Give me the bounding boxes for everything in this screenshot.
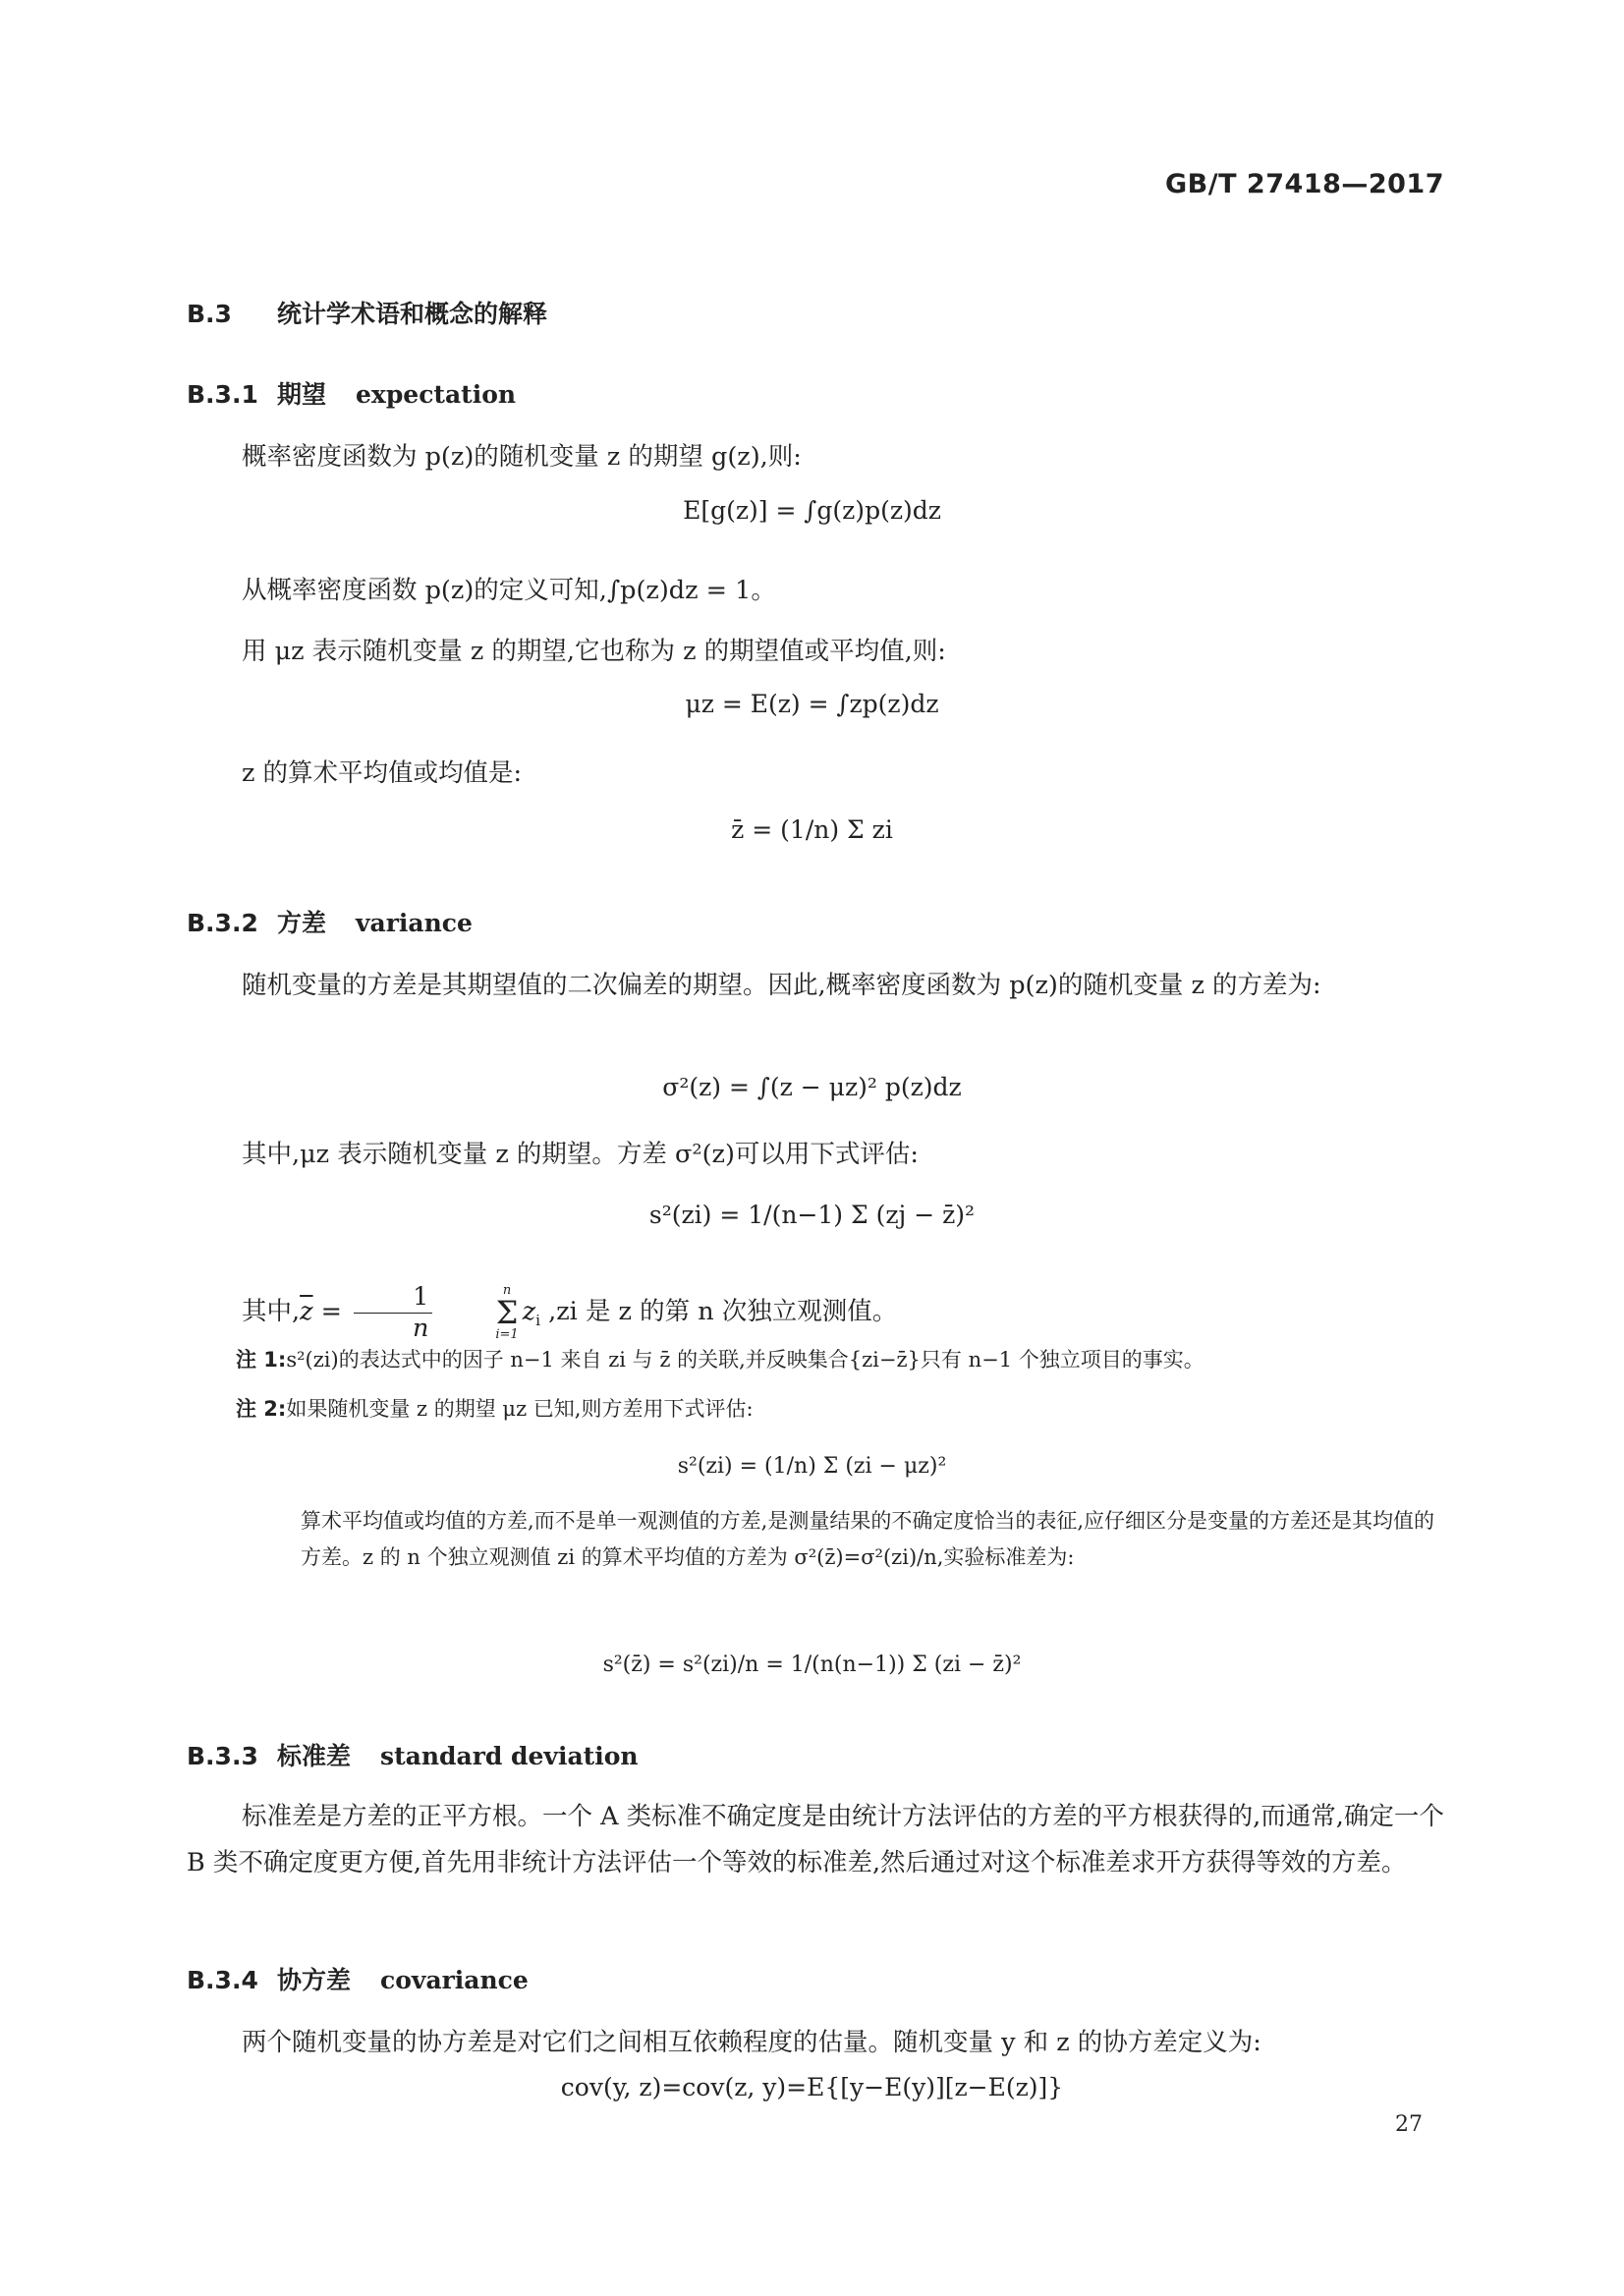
section-title-zh: 期望 bbox=[277, 380, 327, 409]
paragraph: 随机变量的方差是其期望值的二次偏差的期望。因此,概率密度函数为 p(z)的随机变量 z 的方差为: bbox=[242, 971, 1321, 1000]
fraction-denominator: n bbox=[413, 1313, 429, 1343]
section-title-zh: 方差 bbox=[277, 909, 327, 937]
section-number: B.3 bbox=[187, 300, 232, 328]
sigma-glyph: Σ bbox=[495, 1294, 519, 1332]
equation: s²(zi) = (1/n) Σ (zi − μz)² bbox=[677, 1454, 947, 1479]
section-number: B.3.2 bbox=[187, 909, 258, 937]
section-number: B.3.4 bbox=[187, 1966, 258, 1994]
paragraph: z 的算术平均值或均值是: bbox=[242, 758, 523, 788]
note-2-continuation: 算术平均值或均值的方差,而不是单一观测值的方差,是测量结果的不确定度恰当的表征,应仔细区分是变量的方差还是其均值的方差。z 的 n 个独立观测值 zi 的算术平均值的方差为 σ²(z̄)=σ²(zi)/n,实验标准差为: bbox=[301, 1509, 1435, 1569]
summation-symbol bbox=[440, 1284, 518, 1341]
section-heading-b3 bbox=[187, 295, 547, 330]
summation-lower: i=1 bbox=[495, 1327, 519, 1343]
equation: E[g(z)] = ∫g(z)p(z)dz bbox=[683, 496, 941, 525]
section-number: B.3.3 bbox=[187, 1742, 258, 1770]
note-2 bbox=[236, 1391, 1454, 1428]
note-text: 如果随机变量 z 的期望 μz 已知,则方差用下式评估: bbox=[286, 1397, 754, 1421]
section-heading-covariance bbox=[187, 1961, 529, 1996]
paragraph-text: 其中, bbox=[242, 1297, 301, 1327]
paragraph: 从概率密度函数 p(z)的定义可知,∫p(z)dz = 1。 bbox=[242, 576, 776, 605]
section-title-en: expectation bbox=[356, 380, 517, 409]
note-label: 注 2: bbox=[236, 1397, 287, 1421]
equation: z̄ = (1/n) Σ zi bbox=[731, 815, 893, 844]
equation: σ²(z) = ∫(z − μz)² p(z)dz bbox=[662, 1073, 962, 1101]
fraction-numerator: 1 bbox=[354, 1282, 432, 1314]
paragraph: 其中,μz 表示随机变量 z 的期望。方差 σ²(z)可以用下式评估: bbox=[242, 1140, 920, 1169]
section-title: 统计学术语和概念的解释 bbox=[277, 300, 548, 328]
paragraph: 其中$,\overline{z}$ = $\frac{1}{n}$ n Σ i=1 $z_i$ ,zi 是 z 的第 n 次独立观测值。 bbox=[242, 1282, 898, 1343]
section-heading-expectation bbox=[187, 375, 516, 411]
page-number: 27 bbox=[1395, 2112, 1423, 2137]
equation: cov(y, z)=cov(z, y)=E{[y−E(y)][z−E(z)]} bbox=[560, 2073, 1064, 2101]
paragraph: 用 μz 表示随机变量 z 的期望,它也称为 z 的期望值或平均值,则: bbox=[242, 637, 946, 666]
summation-upper: n bbox=[502, 1283, 512, 1299]
section-title-zh: 协方差 bbox=[277, 1966, 352, 1994]
standard-code-header: GB/T 27418—2017 bbox=[1165, 169, 1444, 199]
section-number: B.3.1 bbox=[187, 380, 258, 409]
equation: μz = E(z) = ∫zp(z)dz bbox=[685, 690, 939, 718]
paragraph: 标准差是方差的正平方根。一个 A 类标准不确定度是由统计方法评估的方差的平方根获得的,而通常,确定一个 B 类不确定度更方便,首先用非统计方法评估一个等效的标准差,然后通过对这个标准差求开方获得等效的方差。 bbox=[187, 1802, 1444, 1877]
paragraph-text: ,zi 是 z 的第 n 次独立观测值。 bbox=[548, 1297, 898, 1327]
section-title-en: standard deviation bbox=[380, 1742, 639, 1770]
section-heading-standard-deviation bbox=[187, 1737, 639, 1772]
equation: s²(zi) = 1/(n−1) Σ (zj − z̄)² bbox=[648, 1201, 976, 1229]
paragraph: 两个随机变量的协方差是对它们之间相互依赖程度的估量。随机变量 y 和 z 的协方差定义为: bbox=[242, 2028, 1261, 2057]
section-title-en: variance bbox=[356, 909, 473, 937]
note-label: 注 1: bbox=[236, 1348, 287, 1372]
section-heading-variance bbox=[187, 904, 473, 939]
section-title-zh: 标准差 bbox=[277, 1742, 352, 1770]
fraction bbox=[354, 1282, 432, 1343]
mean-symbol: $\overline{z}$ bbox=[300, 1297, 313, 1327]
note-1 bbox=[236, 1342, 1454, 1378]
equation: s²(z̄) = s²(zi)/n = 1/(n(n−1)) Σ (zi − z̄)² bbox=[602, 1652, 1022, 1677]
paragraph: 概率密度函数为 p(z)的随机变量 z 的期望 g(z),则: bbox=[242, 442, 802, 472]
note-text: s²(zi)的表达式中的因子 n−1 来自 zi 与 z̄ 的关联,并反映集合{zi−z̄}只有 n−1 个独立项目的事实。 bbox=[286, 1348, 1204, 1372]
section-title-en: covariance bbox=[380, 1966, 529, 1994]
